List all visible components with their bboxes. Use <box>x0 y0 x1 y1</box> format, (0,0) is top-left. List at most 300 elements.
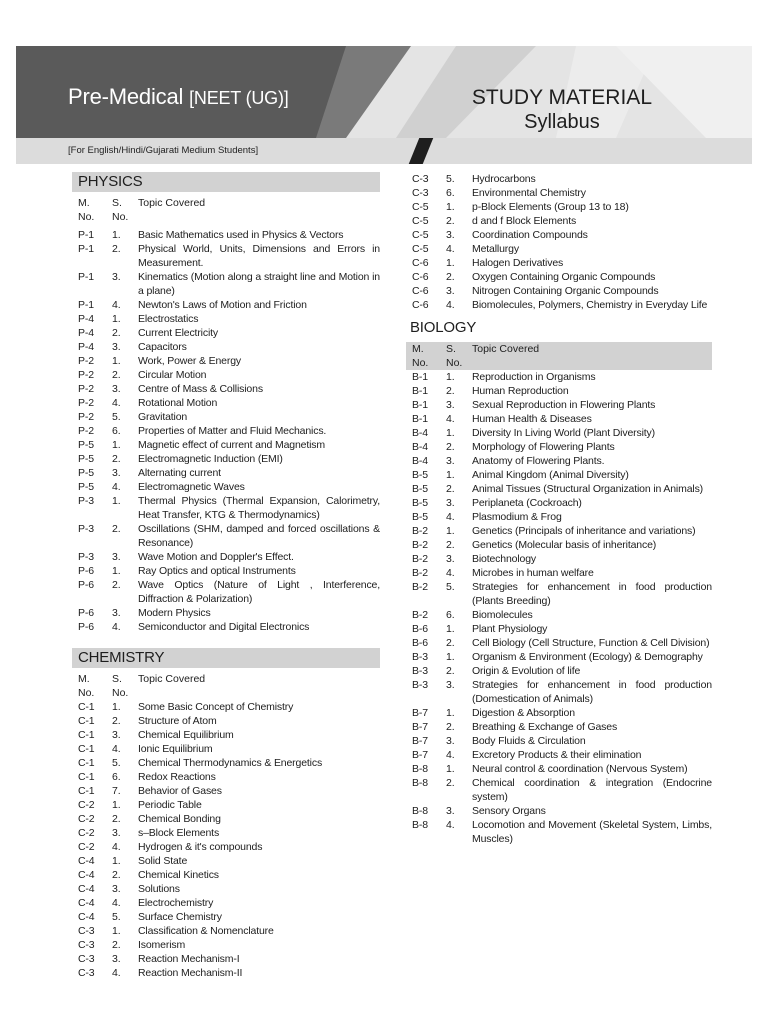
physics-table <box>72 228 380 634</box>
module-number: P-5 <box>78 481 94 493</box>
serial-number: 1. <box>446 371 455 383</box>
module-number: B-5 <box>412 469 428 481</box>
serial-number: 3. <box>112 827 121 839</box>
serial-number: 4. <box>112 841 121 853</box>
syllabus-row <box>72 382 380 396</box>
serial-number: 2. <box>446 539 455 551</box>
topic-text: s–Block Elements <box>138 827 220 839</box>
module-number: B-6 <box>412 623 428 635</box>
topic-text: Behavior of Gases <box>138 785 222 797</box>
serial-number: 1. <box>446 651 455 663</box>
module-number: P-3 <box>78 551 94 563</box>
topic-text: Digestion & Absorption <box>472 707 575 719</box>
serial-number: 4. <box>112 481 121 493</box>
topic-text: Locomotion and Movement (Skeletal System, Limbs, Muscles) <box>472 819 712 845</box>
syllabus-row <box>406 412 712 426</box>
topic-text: Plant Physiology <box>472 623 548 635</box>
topic-text: Breathing & Exchange of Gases <box>472 721 618 733</box>
serial-number: 3. <box>446 399 455 411</box>
sno-header: S. No. <box>446 343 463 369</box>
right-column <box>406 172 712 846</box>
topic-text: Metallurgy <box>472 243 519 255</box>
syllabus-row <box>406 370 712 384</box>
syllabus-row <box>406 538 712 552</box>
medium-note: [For English/Hindi/Gujarati Medium Students] <box>68 145 259 156</box>
module-number: C-4 <box>78 897 95 909</box>
topic-text: Surface Chemistry <box>138 911 222 923</box>
module-number: C-2 <box>78 827 95 839</box>
module-number: P-4 <box>78 327 94 339</box>
module-number: B-2 <box>412 581 428 593</box>
serial-number: 4. <box>446 413 455 425</box>
syllabus-row <box>406 650 712 664</box>
syllabus-row <box>72 522 380 550</box>
topic-text: Solutions <box>138 883 180 895</box>
serial-number: 2. <box>112 939 121 951</box>
syllabus-row <box>406 398 712 412</box>
topic-text: Hydrogen & it's compounds <box>138 841 263 853</box>
physics-heading: PHYSICS <box>72 172 380 192</box>
syllabus-row <box>406 720 712 734</box>
study-material-heading: STUDY MATERIAL <box>471 86 652 109</box>
module-number: B-3 <box>412 651 428 663</box>
syllabus-row <box>72 840 380 854</box>
serial-number: 6. <box>112 425 121 437</box>
topic-text: Environmental Chemistry <box>472 187 586 199</box>
module-number: B-7 <box>412 707 428 719</box>
serial-number: 1. <box>446 427 455 439</box>
syllabus-row <box>406 482 712 496</box>
topic-text: Animal Kingdom (Animal Diversity) <box>472 469 629 481</box>
syllabus-row <box>406 636 712 650</box>
module-number: C-6 <box>412 285 429 297</box>
syllabus-row <box>406 214 712 228</box>
syllabus-row <box>72 798 380 812</box>
serial-number: 6. <box>446 187 455 199</box>
syllabus-row <box>72 466 380 480</box>
syllabus-row <box>72 340 380 354</box>
serial-number: 1. <box>446 257 455 269</box>
module-number: C-4 <box>78 855 95 867</box>
serial-number: 3. <box>112 341 121 353</box>
serial-number: 3. <box>112 271 121 283</box>
topic-text: Cell Biology (Cell Structure, Function & Cell Division) <box>472 637 710 649</box>
syllabus-row <box>72 424 380 438</box>
mno-header: M. No. <box>412 343 429 369</box>
syllabus-row <box>72 494 380 522</box>
syllabus-row <box>72 854 380 868</box>
syllabus-row <box>72 228 380 242</box>
topic-text: Structure of Atom <box>138 715 217 727</box>
topic-text: Periodic Table <box>138 799 202 811</box>
serial-number: 7. <box>112 785 121 797</box>
syllabus-row <box>72 368 380 382</box>
topic-text: Chemical Thermodynamics & Energetics <box>138 757 323 769</box>
serial-number: 2. <box>446 483 455 495</box>
topic-text: Neural control & coordination (Nervous System) <box>472 763 688 775</box>
serial-number: 4. <box>446 819 455 831</box>
serial-number: 1. <box>446 469 455 481</box>
study-material-title <box>472 86 652 134</box>
topic-text: Plasmodium & Frog <box>472 511 562 523</box>
topic-text: Gravitation <box>138 411 188 423</box>
serial-number: 2. <box>446 637 455 649</box>
topic-text: Chemical Kinetics <box>138 869 219 881</box>
module-number: P-5 <box>78 453 94 465</box>
topic-text: Basic Mathematics used in Physics & Vectors <box>138 229 344 241</box>
topic-text: Electromagnetic Induction (EMI) <box>138 453 283 465</box>
syllabus-row <box>72 910 380 924</box>
module-number: C-4 <box>78 869 95 881</box>
module-number: B-2 <box>412 539 428 551</box>
serial-number: 2. <box>112 579 121 591</box>
syllabus-row <box>72 452 380 466</box>
syllabus-row <box>72 784 380 798</box>
biology-heading: BIOLOGY <box>410 319 477 336</box>
syllabus-row <box>72 620 380 634</box>
module-number: P-6 <box>78 621 94 633</box>
module-number: B-1 <box>412 385 428 397</box>
serial-number: 3. <box>446 735 455 747</box>
module-number: B-8 <box>412 805 428 817</box>
topic-text: Hydrocarbons <box>472 173 536 185</box>
serial-number: 3. <box>112 467 121 479</box>
serial-number: 1. <box>112 355 121 367</box>
syllabus-row <box>72 396 380 410</box>
topic-text: Coordination Compounds <box>472 229 588 241</box>
serial-number: 3. <box>112 729 121 741</box>
module-number: C-6 <box>412 299 429 311</box>
topic-text: Nitrogen Containing Organic Compounds <box>472 285 659 297</box>
module-number: P-6 <box>78 565 94 577</box>
topic-text: Ray Optics and optical Instruments <box>138 565 296 577</box>
serial-number: 1. <box>446 623 455 635</box>
topic-text: Excretory Products & their elimination <box>472 749 642 761</box>
syllabus-row <box>406 384 712 398</box>
serial-number: 4. <box>446 567 455 579</box>
module-number: B-7 <box>412 735 428 747</box>
serial-number: 2. <box>112 813 121 825</box>
syllabus-row <box>406 284 712 298</box>
module-number: P-6 <box>78 579 94 591</box>
module-number: C-3 <box>78 967 95 979</box>
chemistry-heading: CHEMISTRY <box>72 648 380 668</box>
serial-number: 5. <box>446 173 455 185</box>
serial-number: 4. <box>446 299 455 311</box>
serial-number: 3. <box>446 805 455 817</box>
serial-number: 3. <box>446 679 455 691</box>
module-number: B-5 <box>412 511 428 523</box>
topic-text: Chemical Bonding <box>138 813 221 825</box>
module-number: P-5 <box>78 467 94 479</box>
module-number: P-2 <box>78 425 94 437</box>
syllabus-row <box>72 578 380 606</box>
module-number: P-1 <box>78 229 94 241</box>
module-number: C-1 <box>78 757 95 769</box>
syllabus-row <box>72 924 380 938</box>
syllabus-row <box>72 756 380 770</box>
syllabus-row <box>72 966 380 980</box>
syllabus-row <box>406 580 712 608</box>
topic-text: Biomolecules <box>472 609 533 621</box>
syllabus-row <box>406 270 712 284</box>
module-number: B-8 <box>412 777 428 789</box>
topic-text: Periplaneta (Cockroach) <box>472 497 582 509</box>
module-number: C-1 <box>78 729 95 741</box>
topic-text: Origin & Evolution of life <box>472 665 581 677</box>
serial-number: 4. <box>112 897 121 909</box>
topic-text: Oscillations (SHM, damped and forced oscillations & Resonance) <box>138 523 380 549</box>
chemistry-table-continued <box>406 172 712 312</box>
serial-number: 1. <box>446 763 455 775</box>
serial-number: 1. <box>112 925 121 937</box>
module-number: B-2 <box>412 553 428 565</box>
topic-text: Capacitors <box>138 341 187 353</box>
module-number: B-8 <box>412 763 428 775</box>
topic-text: Wave Motion and Doppler's Effect. <box>138 551 294 563</box>
module-number: B-2 <box>412 525 428 537</box>
topic-text: Microbes in human welfare <box>472 567 594 579</box>
module-number: C-4 <box>78 883 95 895</box>
topic-text: Current Electricity <box>138 327 219 339</box>
serial-number: 3. <box>446 229 455 241</box>
topic-text: Anatomy of Flowering Plants. <box>472 455 605 467</box>
syllabus-row <box>72 896 380 910</box>
serial-number: 2. <box>446 441 455 453</box>
syllabus-row <box>406 804 712 818</box>
syllabus-row <box>406 228 712 242</box>
serial-number: 4. <box>112 299 121 311</box>
header-banner <box>16 46 752 164</box>
syllabus-row <box>406 622 712 636</box>
module-number: B-4 <box>412 427 428 439</box>
serial-number: 3. <box>446 553 455 565</box>
topic-text: Human Health & Diseases <box>472 413 592 425</box>
module-number: B-6 <box>412 637 428 649</box>
module-number: C-3 <box>412 173 429 185</box>
syllabus-row <box>406 678 712 706</box>
chemistry-column-header <box>72 672 380 700</box>
syllabus-row <box>72 938 380 952</box>
syllabus-row <box>406 664 712 678</box>
module-number: P-2 <box>78 397 94 409</box>
module-number: B-2 <box>412 567 428 579</box>
topic-text: Solid State <box>138 855 188 867</box>
module-number: P-2 <box>78 355 94 367</box>
topic-text: Diversity In Living World (Plant Diversity) <box>472 427 655 439</box>
serial-number: 3. <box>112 551 121 563</box>
topic-text: Physical World, Units, Dimensions and Errors in Measurement. <box>138 243 380 269</box>
topic-text: Genetics (Principals of inheritance and variations) <box>472 525 696 537</box>
syllabus-row <box>406 748 712 762</box>
module-number: P-5 <box>78 439 94 451</box>
serial-number: 6. <box>112 771 121 783</box>
syllabus-row <box>406 510 712 524</box>
syllabus-row <box>72 312 380 326</box>
serial-number: 2. <box>112 369 121 381</box>
module-number: C-3 <box>78 925 95 937</box>
topic-header: Topic Covered <box>138 673 206 685</box>
serial-number: 2. <box>446 271 455 283</box>
module-number: P-2 <box>78 383 94 395</box>
serial-number: 2. <box>112 243 121 255</box>
module-number: C-6 <box>412 257 429 269</box>
module-number: C-6 <box>412 271 429 283</box>
serial-number: 2. <box>446 777 455 789</box>
serial-number: 1. <box>112 439 121 451</box>
serial-number: 3. <box>112 383 121 395</box>
syllabus-row <box>406 298 712 312</box>
serial-number: 3. <box>112 607 121 619</box>
serial-number: 2. <box>112 327 121 339</box>
syllabus-row <box>406 454 712 468</box>
syllabus-row <box>72 714 380 728</box>
serial-number: 4. <box>112 743 121 755</box>
module-number: C-5 <box>412 243 429 255</box>
serial-number: 5. <box>112 757 121 769</box>
syllabus-row <box>72 438 380 452</box>
topic-text: Sensory Organs <box>472 805 546 817</box>
serial-number: 2. <box>446 385 455 397</box>
syllabus-row <box>406 818 712 846</box>
physics-column-header <box>72 196 380 224</box>
mno-header: M. No. <box>78 197 95 223</box>
topic-header: Topic Covered <box>138 197 206 209</box>
topic-text: Reproduction in Organisms <box>472 371 596 383</box>
topic-text: Redox Reactions <box>138 771 216 783</box>
module-number: B-1 <box>412 371 428 383</box>
syllabus-row <box>72 270 380 298</box>
serial-number: 2. <box>446 215 455 227</box>
syllabus-row <box>406 468 712 482</box>
topic-text: Chemical Equilibrium <box>138 729 234 741</box>
module-number: C-3 <box>78 939 95 951</box>
serial-number: 2. <box>112 869 121 881</box>
module-number: B-3 <box>412 665 428 677</box>
topic-text: p-Block Elements (Group 13 to 18) <box>472 201 629 213</box>
module-number: B-1 <box>412 413 428 425</box>
topic-text: Morphology of Flowering Plants <box>472 441 615 453</box>
topic-text: Halogen Derivatives <box>472 257 564 269</box>
syllabus-row <box>406 762 712 776</box>
topic-text: Biomolecules, Polymers, Chemistry in Everyday Life <box>472 299 708 311</box>
syllabus-row <box>72 812 380 826</box>
syllabus-row <box>72 826 380 840</box>
module-number: C-1 <box>78 743 95 755</box>
topic-text: Magnetic effect of current and Magnetism <box>138 439 325 451</box>
syllabus-row <box>406 186 712 200</box>
module-number: B-5 <box>412 483 428 495</box>
serial-number: 2. <box>112 453 121 465</box>
topic-header: Topic Covered <box>472 343 540 355</box>
syllabus-row <box>72 298 380 312</box>
serial-number: 5. <box>112 411 121 423</box>
serial-number: 1. <box>112 855 121 867</box>
module-number: P-3 <box>78 523 94 535</box>
syllabus-row <box>72 952 380 966</box>
module-number: P-2 <box>78 369 94 381</box>
serial-number: 1. <box>112 495 121 507</box>
serial-number: 5. <box>112 911 121 923</box>
module-number: C-1 <box>78 701 95 713</box>
module-number: P-4 <box>78 341 94 353</box>
topic-text: Modern Physics <box>138 607 211 619</box>
topic-text: Circular Motion <box>138 369 207 381</box>
topic-text: Centre of Mass & Collisions <box>138 383 263 395</box>
module-number: C-1 <box>78 785 95 797</box>
module-number: C-1 <box>78 715 95 727</box>
topic-text: Reaction Mechanism-II <box>138 967 243 979</box>
module-number: B-3 <box>412 679 428 691</box>
syllabus-row <box>406 200 712 214</box>
topic-text: Body Fluids & Circulation <box>472 735 586 747</box>
topic-text: Semiconductor and Digital Electronics <box>138 621 310 633</box>
syllabus-row <box>406 440 712 454</box>
serial-number: 3. <box>112 953 121 965</box>
topic-text: Kinematics (Motion along a straight line and Motion in a plane) <box>138 271 380 297</box>
syllabus-row <box>72 326 380 340</box>
serial-number: 1. <box>112 229 121 241</box>
sno-header: S. No. <box>112 197 129 223</box>
syllabus-row <box>72 550 380 564</box>
topic-text: Properties of Matter and Fluid Mechanics. <box>138 425 327 437</box>
syllabus-row <box>406 776 712 804</box>
topic-text: Biotechnology <box>472 553 537 565</box>
module-number: C-4 <box>78 911 95 923</box>
serial-number: 3. <box>446 497 455 509</box>
module-number: P-1 <box>78 243 94 255</box>
serial-number: 1. <box>446 525 455 537</box>
module-number: C-2 <box>78 841 95 853</box>
topic-text: Thermal Physics (Thermal Expansion, Calorimetry, Heat Transfer, KTG & Thermodynamics) <box>138 495 380 521</box>
module-number: B-5 <box>412 497 428 509</box>
topic-text: Ionic Equilibrium <box>138 743 213 755</box>
topic-text: Electrostatics <box>138 313 199 325</box>
serial-number: 1. <box>112 565 121 577</box>
module-number: B-4 <box>412 441 428 453</box>
topic-text: Chemical coordination & integration (Endocrine system) <box>472 777 712 803</box>
left-column <box>72 172 380 980</box>
module-number: B-1 <box>412 399 428 411</box>
medium-bar <box>16 138 752 164</box>
topic-text: Oxygen Containing Organic Compounds <box>472 271 656 283</box>
module-number: B-2 <box>412 609 428 621</box>
syllabus-row <box>406 172 712 186</box>
topic-text: Human Reproduction <box>472 385 569 397</box>
module-number: P-3 <box>78 495 94 507</box>
serial-number: 1. <box>112 313 121 325</box>
topic-text: Classification & Nomenclature <box>138 925 274 937</box>
syllabus-row <box>72 728 380 742</box>
serial-number: 4. <box>446 749 455 761</box>
topic-text: Alternating current <box>138 467 221 479</box>
serial-number: 1. <box>446 707 455 719</box>
serial-number: 2. <box>446 665 455 677</box>
topic-text: Strategies for enhancement in food production (Domestication of Animals) <box>472 679 712 705</box>
topic-text: Strategies for enhancement in food production (Plants Breeding) <box>472 581 712 607</box>
module-number: P-4 <box>78 313 94 325</box>
topic-text: Some Basic Concept of Chemistry <box>138 701 294 713</box>
syllabus-heading: Syllabus <box>524 111 600 133</box>
serial-number: 3. <box>446 285 455 297</box>
module-number: B-7 <box>412 749 428 761</box>
topic-text: Electromagnetic Waves <box>138 481 245 493</box>
topic-text: Sexual Reproduction in Flowering Plants <box>472 399 656 411</box>
serial-number: 2. <box>112 715 121 727</box>
chemistry-table <box>72 700 380 980</box>
syllabus-row <box>72 564 380 578</box>
topic-text: Isomerism <box>138 939 186 951</box>
